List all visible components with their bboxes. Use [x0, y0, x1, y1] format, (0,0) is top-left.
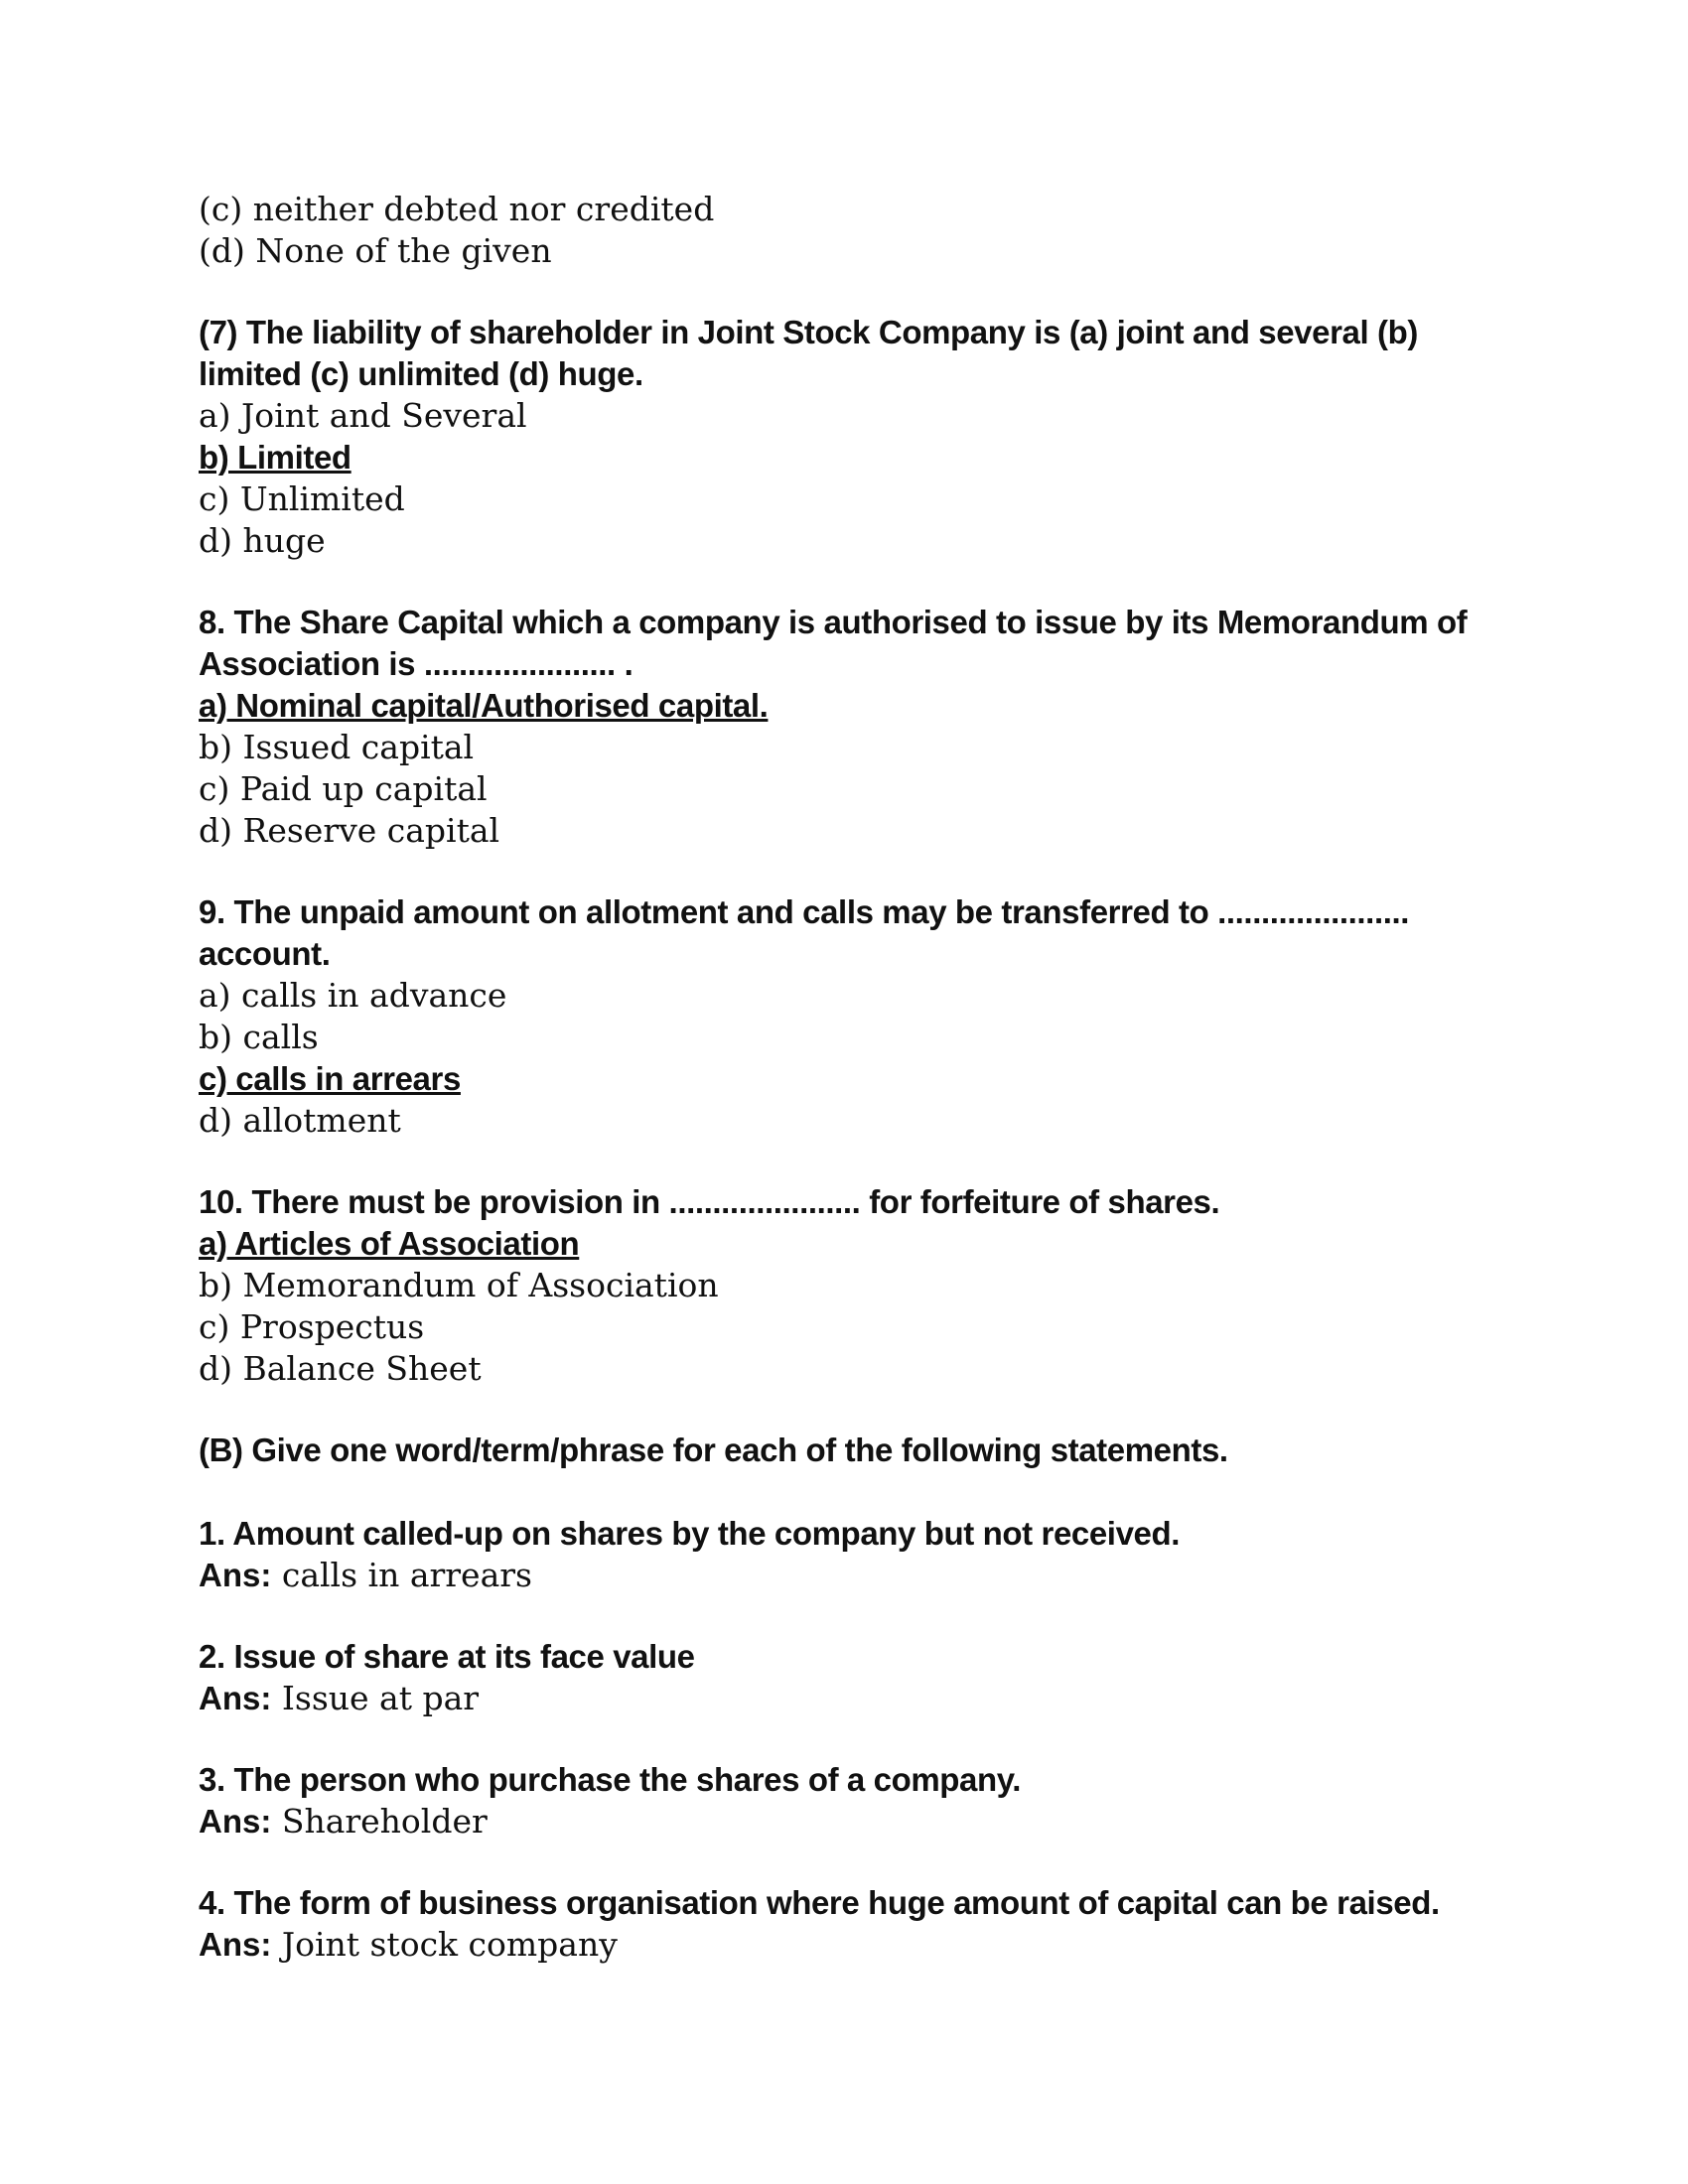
answer-label: Ans:	[199, 1680, 272, 1716]
section-b-answer-4	[199, 1924, 1470, 1966]
option-b: b) Memorandum of Association	[199, 1266, 719, 1304]
answer-text: calls in arrears	[281, 1556, 532, 1594]
section-b-heading: (B) Give one word/term/phrase for each of the following statements.	[199, 1432, 1228, 1468]
correct-option-c: c) calls in arrears	[199, 1060, 461, 1097]
answer-label: Ans:	[199, 1803, 272, 1840]
answer-label: Ans:	[199, 1557, 272, 1593]
correct-option-a: a) Articles of Association	[199, 1225, 580, 1262]
section-b-question-4: 4. The form of business organisation where huge amount of capital can be raised.	[199, 1884, 1440, 1921]
section-b-question-2: 2. Issue of share at its face value	[199, 1638, 695, 1675]
option-c: (c) neither debted nor credited	[199, 190, 715, 228]
question-9-line-1: 9. The unpaid amount on allotment and calls may be transferred to ......................	[199, 893, 1410, 930]
option-d: d) allotment	[199, 1101, 401, 1140]
question-8-line-1: 8. The Share Capital which a company is authorised to issue by its Memorandum of	[199, 604, 1468, 640]
answer-text: Issue at par	[281, 1679, 480, 1717]
section-b-answer-2	[199, 1678, 1470, 1719]
answer-text: Joint stock company	[281, 1925, 618, 1964]
section-b-answer-1	[199, 1555, 1470, 1596]
option-c: c) Unlimited	[199, 479, 405, 518]
question-7-line-1: (7) The liability of shareholder in Joint Stock Company is (a) joint and several (b)	[199, 314, 1418, 350]
answer-text: Shareholder	[281, 1802, 488, 1841]
option-b: b) Issued capital	[199, 728, 475, 766]
option-d: d) Reserve capital	[199, 811, 500, 850]
correct-option-a: a) Nominal capital/Authorised capital.	[199, 687, 769, 724]
section-b-question-1: 1. Amount called-up on shares by the company but not received.	[199, 1515, 1181, 1552]
question-7-line-2: limited (c) unlimited (d) huge.	[199, 355, 643, 392]
option-d: (d) None of the given	[199, 231, 552, 270]
option-a: a) calls in advance	[199, 976, 507, 1015]
answer-label: Ans:	[199, 1926, 272, 1963]
option-d: d) huge	[199, 521, 326, 560]
option-b: b) calls	[199, 1018, 319, 1056]
section-b-answer-3	[199, 1801, 1470, 1843]
question-9-line-2: account.	[199, 935, 331, 972]
question-10: 10. There must be provision in ...................... for forfeiture of shares.	[199, 1183, 1220, 1220]
option-c: c) Paid up capital	[199, 769, 488, 808]
option-a: a) Joint and Several	[199, 396, 527, 435]
option-d: d) Balance Sheet	[199, 1349, 482, 1388]
question-8-line-2: Association is ...................... .	[199, 645, 633, 682]
section-b-question-3: 3. The person who purchase the shares of a company.	[199, 1761, 1022, 1798]
correct-option-b: b) Limited	[199, 439, 352, 476]
option-c: c) Prospectus	[199, 1307, 425, 1346]
